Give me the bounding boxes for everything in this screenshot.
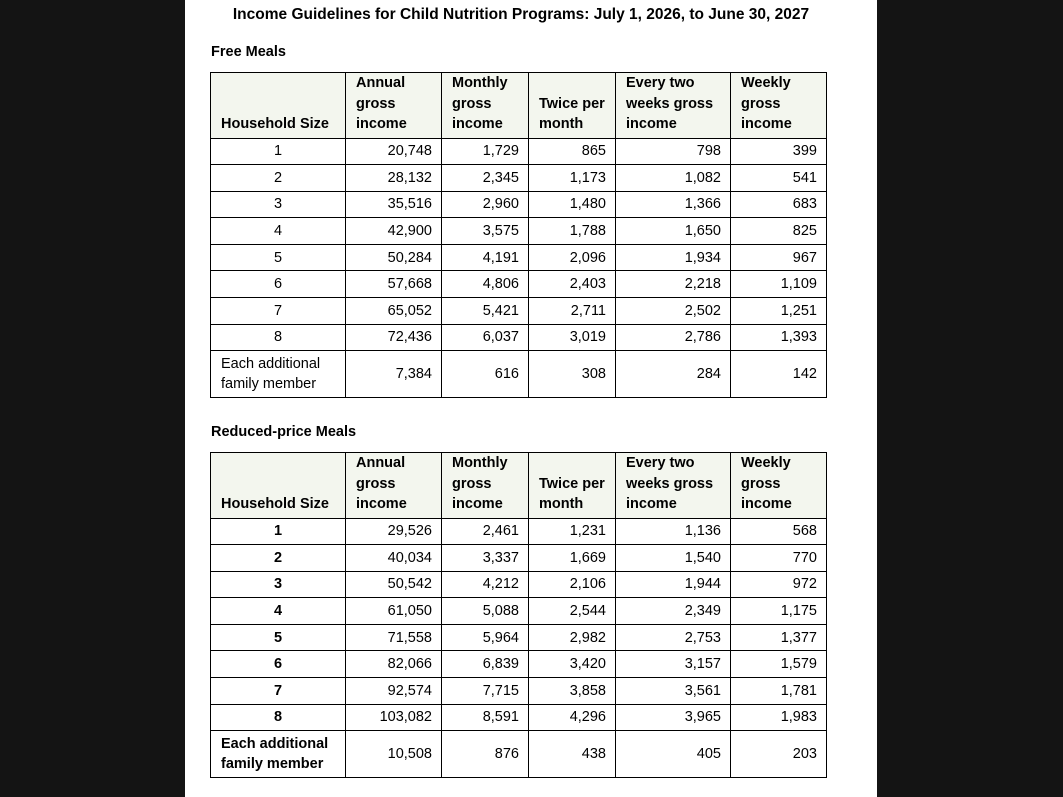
reduced-meals-table: [210, 452, 827, 778]
monthly-cell: 6,839: [442, 651, 529, 678]
every-two-weeks-cell: 2,753: [616, 624, 731, 651]
household-size-cell: 1: [211, 518, 346, 545]
weekly-cell: 568: [731, 518, 827, 545]
annual-cell: 103,082: [346, 704, 442, 731]
twice-per-month-cell: 2,106: [529, 571, 616, 598]
twice-per-month-cell: 2,544: [529, 598, 616, 625]
every-two-weeks-cell: 1,540: [616, 545, 731, 572]
table-row: [211, 165, 827, 192]
household-size-cell: 4: [211, 218, 346, 245]
header-twice-per-month: Twice per month: [529, 453, 616, 519]
weekly-cell: 1,983: [731, 704, 827, 731]
weekly-cell: 541: [731, 165, 827, 192]
table-row: [211, 138, 827, 165]
additional-member-row: [211, 731, 827, 778]
household-size-cell: 7: [211, 298, 346, 325]
header-monthly: Monthly gross income: [442, 73, 529, 139]
monthly-cell: 2,345: [442, 165, 529, 192]
annual-cell: 65,052: [346, 298, 442, 325]
annual-cell: 57,668: [346, 271, 442, 298]
twice-per-month-cell: 3,420: [529, 651, 616, 678]
twice-per-month-cell: 3,019: [529, 324, 616, 351]
table-row: [211, 678, 827, 705]
weekly-cell: 203: [731, 731, 827, 778]
additional-member-label: Each additional family member: [211, 351, 346, 398]
monthly-cell: 3,575: [442, 218, 529, 245]
header-annual: Annual gross income: [346, 73, 442, 139]
additional-member-row: [211, 351, 827, 398]
twice-per-month-cell: 2,096: [529, 244, 616, 271]
annual-cell: 50,284: [346, 244, 442, 271]
weekly-cell: 1,781: [731, 678, 827, 705]
header-annual: Annual gross income: [346, 453, 442, 519]
monthly-cell: 3,337: [442, 545, 529, 572]
twice-per-month-cell: 1,231: [529, 518, 616, 545]
annual-cell: 7,384: [346, 351, 442, 398]
annual-cell: 71,558: [346, 624, 442, 651]
household-size-cell: 3: [211, 571, 346, 598]
free-meals-table: [210, 72, 827, 398]
twice-per-month-cell: 308: [529, 351, 616, 398]
weekly-cell: 972: [731, 571, 827, 598]
header-weekly: Weekly gross income: [731, 73, 827, 139]
monthly-cell: 1,729: [442, 138, 529, 165]
twice-per-month-cell: 4,296: [529, 704, 616, 731]
monthly-cell: 616: [442, 351, 529, 398]
weekly-cell: 825: [731, 218, 827, 245]
table-row: [211, 545, 827, 572]
twice-per-month-cell: 3,858: [529, 678, 616, 705]
annual-cell: 82,066: [346, 651, 442, 678]
annual-cell: 92,574: [346, 678, 442, 705]
table-row: [211, 571, 827, 598]
annual-cell: 50,542: [346, 571, 442, 598]
weekly-cell: 770: [731, 545, 827, 572]
every-two-weeks-cell: 3,965: [616, 704, 731, 731]
weekly-cell: 683: [731, 191, 827, 218]
twice-per-month-cell: 2,982: [529, 624, 616, 651]
weekly-cell: 1,109: [731, 271, 827, 298]
household-size-cell: 3: [211, 191, 346, 218]
household-size-cell: 4: [211, 598, 346, 625]
household-size-cell: 8: [211, 324, 346, 351]
header-monthly: Monthly gross income: [442, 453, 529, 519]
household-size-cell: 5: [211, 244, 346, 271]
monthly-cell: 6,037: [442, 324, 529, 351]
reduced-meals-title: Reduced-price Meals: [211, 424, 357, 440]
monthly-cell: 2,960: [442, 191, 529, 218]
annual-cell: 29,526: [346, 518, 442, 545]
monthly-cell: 5,421: [442, 298, 529, 325]
twice-per-month-cell: 2,711: [529, 298, 616, 325]
weekly-cell: 1,579: [731, 651, 827, 678]
household-size-cell: 2: [211, 545, 346, 572]
every-two-weeks-cell: 2,349: [616, 598, 731, 625]
annual-cell: 20,748: [346, 138, 442, 165]
household-size-cell: 6: [211, 271, 346, 298]
twice-per-month-cell: 2,403: [529, 271, 616, 298]
every-two-weeks-cell: 284: [616, 351, 731, 398]
table-row: [211, 518, 827, 545]
twice-per-month-cell: 1,669: [529, 545, 616, 572]
every-two-weeks-cell: 1,944: [616, 571, 731, 598]
table-row: [211, 324, 827, 351]
every-two-weeks-cell: 2,502: [616, 298, 731, 325]
table-row: [211, 651, 827, 678]
every-two-weeks-cell: 3,157: [616, 651, 731, 678]
table-row: [211, 298, 827, 325]
annual-cell: 40,034: [346, 545, 442, 572]
twice-per-month-cell: 1,173: [529, 165, 616, 192]
annual-cell: 28,132: [346, 165, 442, 192]
every-two-weeks-cell: 1,650: [616, 218, 731, 245]
annual-cell: 72,436: [346, 324, 442, 351]
twice-per-month-cell: 1,480: [529, 191, 616, 218]
every-two-weeks-cell: 405: [616, 731, 731, 778]
every-two-weeks-cell: 2,786: [616, 324, 731, 351]
annual-cell: 61,050: [346, 598, 442, 625]
every-two-weeks-cell: 1,136: [616, 518, 731, 545]
header-every-two-weeks: Every two weeks gross income: [616, 73, 731, 139]
household-size-cell: 6: [211, 651, 346, 678]
annual-cell: 10,508: [346, 731, 442, 778]
table-header-row: [211, 453, 827, 519]
weekly-cell: 399: [731, 138, 827, 165]
table-row: [211, 624, 827, 651]
twice-per-month-cell: 438: [529, 731, 616, 778]
page-title: Income Guidelines for Child Nutrition Programs: July 1, 2026, to June 30, 2027: [232, 6, 810, 23]
twice-per-month-cell: 865: [529, 138, 616, 165]
twice-per-month-cell: 1,788: [529, 218, 616, 245]
household-size-cell: 7: [211, 678, 346, 705]
household-size-cell: 5: [211, 624, 346, 651]
weekly-cell: 1,175: [731, 598, 827, 625]
every-two-weeks-cell: 1,082: [616, 165, 731, 192]
monthly-cell: 4,212: [442, 571, 529, 598]
table-row: [211, 271, 827, 298]
table-row: [211, 598, 827, 625]
every-two-weeks-cell: 1,934: [616, 244, 731, 271]
header-household-size: Household Size: [211, 73, 346, 139]
monthly-cell: 876: [442, 731, 529, 778]
table-row: [211, 244, 827, 271]
monthly-cell: 4,806: [442, 271, 529, 298]
household-size-cell: 2: [211, 165, 346, 192]
table-row: [211, 191, 827, 218]
additional-member-label: Each additional family member: [211, 731, 346, 778]
every-two-weeks-cell: 1,366: [616, 191, 731, 218]
table-row: [211, 704, 827, 731]
household-size-cell: 8: [211, 704, 346, 731]
weekly-cell: 1,377: [731, 624, 827, 651]
every-two-weeks-cell: 3,561: [616, 678, 731, 705]
header-household-size: Household Size: [211, 453, 346, 519]
header-twice-per-month: Twice per month: [529, 73, 616, 139]
weekly-cell: 142: [731, 351, 827, 398]
free-meals-title: Free Meals: [211, 44, 286, 60]
monthly-cell: 5,088: [442, 598, 529, 625]
monthly-cell: 5,964: [442, 624, 529, 651]
annual-cell: 35,516: [346, 191, 442, 218]
every-two-weeks-cell: 798: [616, 138, 731, 165]
weekly-cell: 1,251: [731, 298, 827, 325]
header-every-two-weeks: Every two weeks gross income: [616, 453, 731, 519]
table-header-row: [211, 73, 827, 139]
household-size-cell: 1: [211, 138, 346, 165]
weekly-cell: 967: [731, 244, 827, 271]
every-two-weeks-cell: 2,218: [616, 271, 731, 298]
document-page: [185, 0, 877, 797]
annual-cell: 42,900: [346, 218, 442, 245]
monthly-cell: 2,461: [442, 518, 529, 545]
table-row: [211, 218, 827, 245]
monthly-cell: 8,591: [442, 704, 529, 731]
monthly-cell: 4,191: [442, 244, 529, 271]
header-weekly: Weekly gross income: [731, 453, 827, 519]
weekly-cell: 1,393: [731, 324, 827, 351]
monthly-cell: 7,715: [442, 678, 529, 705]
